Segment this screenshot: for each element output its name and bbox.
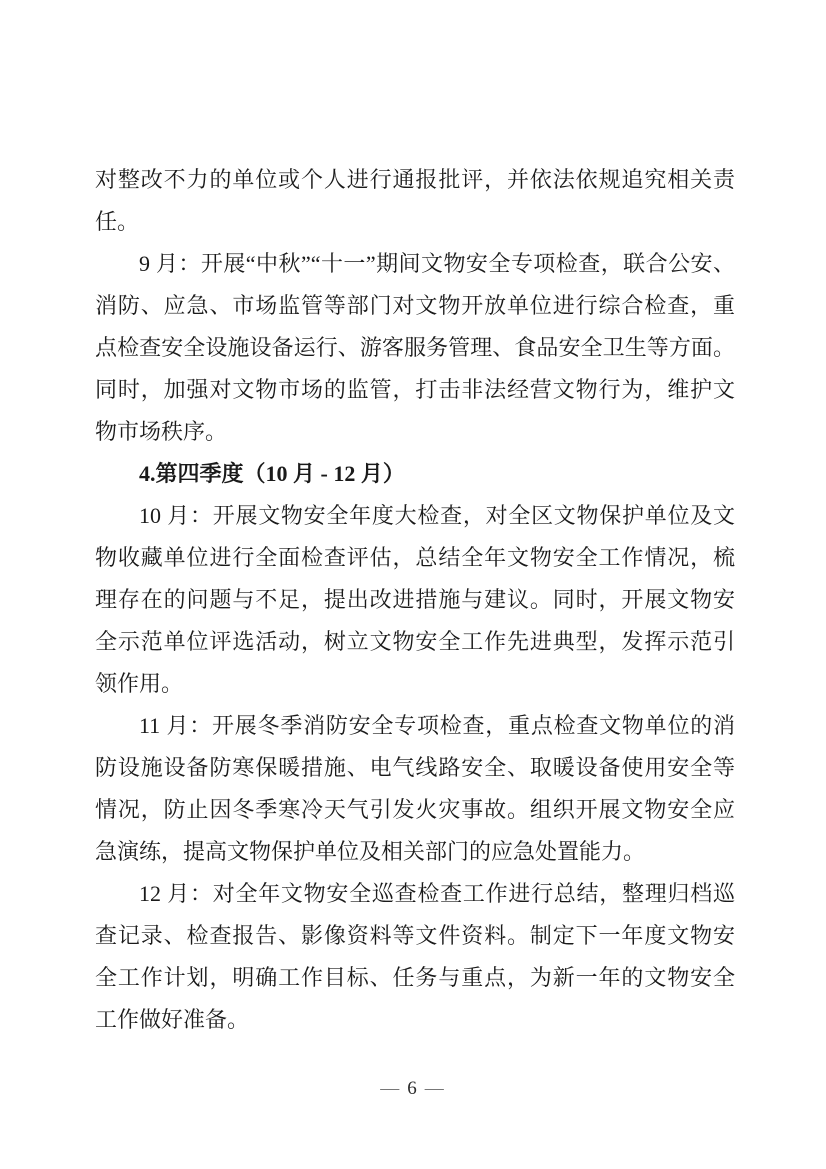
text-line: 对整改不力的单位或个人进行通报批评，并依法依规追究相关责 — [95, 167, 735, 192]
footer-right-dash: — — [424, 1078, 446, 1099]
text-line: 理存在的问题与不足，提出改进措施与建议。同时，开展文物安 — [95, 587, 735, 612]
text-line: 工作做好准备。 — [95, 1007, 250, 1032]
text-line: 物收藏单位进行全面检查评估，总结全年文物安全工作情况，梳 — [95, 545, 735, 570]
section-heading-line: 4.第四季度（10 月 - 12 月） — [139, 461, 405, 486]
text-line: 领作用。 — [95, 671, 184, 696]
page-footer — [0, 1076, 826, 1102]
text-line: 消防、应急、市场监管等部门对文物开放单位进行综合检查，重 — [95, 293, 735, 318]
text-line: 查记录、检查报告、影像资料等文件资料。制定下一年度文物安 — [95, 923, 735, 948]
page-number: 6 — [407, 1078, 419, 1099]
text-line: 点检查安全设施设备运行、游客服务管理、食品安全卫生等方面。 — [95, 335, 735, 360]
text-line: 情况，防止因冬季寒冷天气引发火灾事故。组织开展文物安全应 — [95, 797, 735, 822]
text-line: 急演练，提高文物保护单位及相关部门的应急处置能力。 — [95, 839, 646, 864]
text-line: 12 月：对全年文物安全巡查检查工作进行总结，整理归档巡 — [139, 881, 735, 906]
footer-left-dash: — — [380, 1078, 402, 1099]
text-line: 任。 — [95, 209, 140, 234]
text-line: 防设施设备防寒保暖措施、电气线路安全、取暖设备使用安全等 — [95, 755, 735, 780]
document-body — [95, 159, 735, 1041]
text-line: 9 月：开展“中秋”“十一”期间文物安全专项检查，联合公安、 — [139, 251, 735, 276]
text-line: 物市场秩序。 — [95, 419, 228, 444]
text-line: 全示范单位评选活动，树立文物安全工作先进典型，发挥示范引 — [95, 629, 735, 654]
text-line: 10 月：开展文物安全年度大检查，对全区文物保护单位及文 — [139, 503, 735, 528]
text-line: 11 月：开展冬季消防安全专项检查，重点检查文物单位的消 — [139, 713, 735, 738]
text-line: 同时，加强对文物市场的监管，打击非法经营文物行为，维护文 — [95, 377, 735, 402]
text-line: 全工作计划，明确工作目标、任务与重点，为新一年的文物安全 — [95, 965, 735, 990]
